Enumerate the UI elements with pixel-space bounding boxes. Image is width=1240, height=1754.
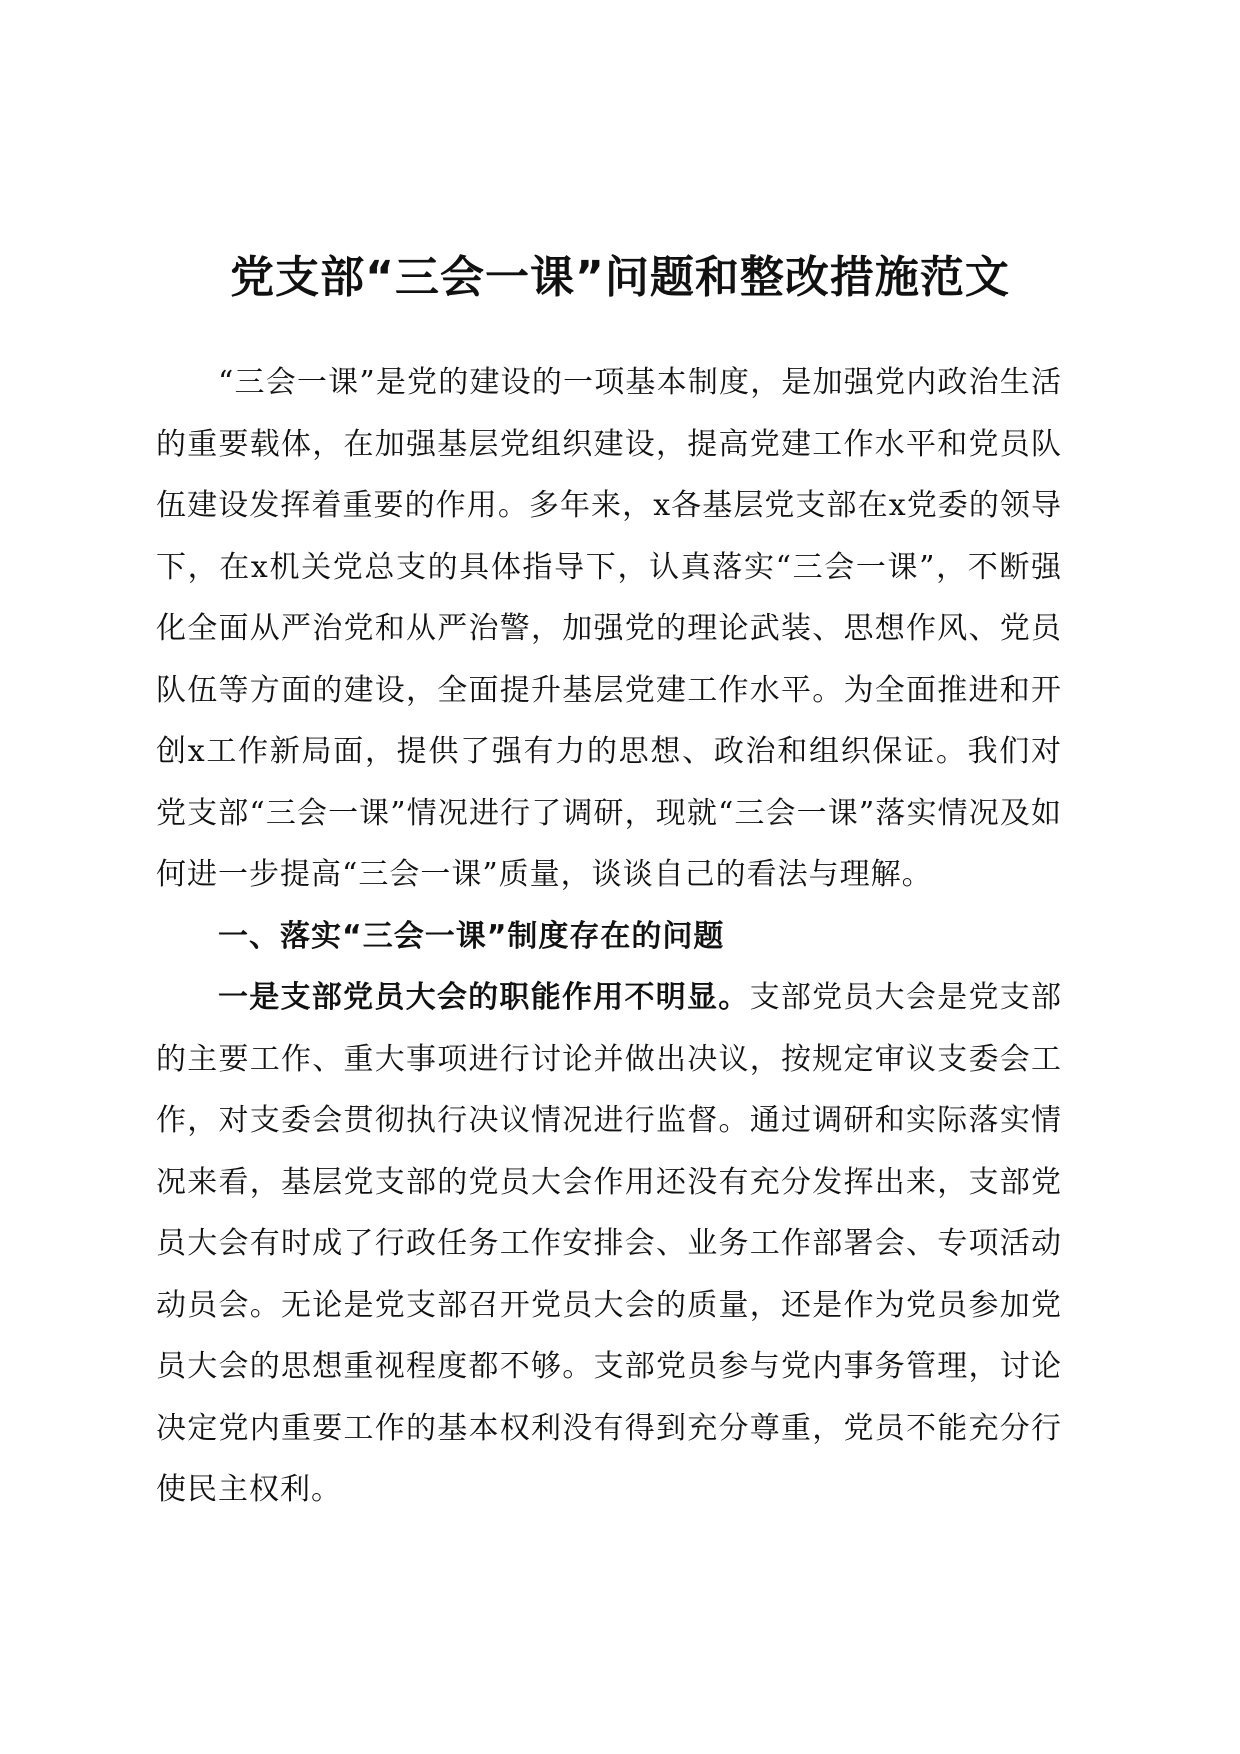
- intro-paragraph: “三会一课”是党的建设的一项基本制度，是加强党内政治生活的重要载体，在加强基层党组织建设，提高党建工作水平和党员队伍建设发挥着重要的作用。多年来，x各基层党支部在x党委的领导下，在x机关党总支的具体指导下，认真落实“三会一课”，不断强化全面从严治党和从严治警，加强党的理论武装、思想作风、党员队伍等方面的建设，全面提升基层党建工作水平。为全面推进和开创x工作新局面，提供了强有力的思想、政治和组织保证。我们对党支部“三会一课”情况进行了调研，现就“三会一课”落实情况及如何进一步提高“三会一课”质量，谈谈自己的看法与理解。: [156, 365, 1062, 892]
- document-title: 党支部“三会一课”问题和整改措施范文: [230, 252, 1010, 303]
- point-lead-text: 一是支部党员大会的职能作用不明显。: [218, 980, 750, 1015]
- document-body: [156, 352, 1062, 1521]
- point-body-text: 支部党员大会是党支部的主要工作、重大事项进行讨论并做出决议，按规定审议支委会工作，对支委会贯彻执行决议情况进行监督。通过调研和实际落实情况来看，基层党支部的党员大会作用还没有充分发挥出来，支部党员大会有时成了行政任务工作安排会、业务工作部署会、专项活动动员会。无论是党支部召开党员大会的质量，还是作为党员参加党员大会的思想重视程度都不够。支部党员参与党内事务管理，讨论决定党内重要工作的基本权利没有得到充分尊重，党员不能充分行使民主权利。: [156, 980, 1063, 1507]
- section-heading: 一、落实“三会一课”制度存在的问题: [218, 918, 725, 954]
- point-paragraph: [156, 967, 1062, 1521]
